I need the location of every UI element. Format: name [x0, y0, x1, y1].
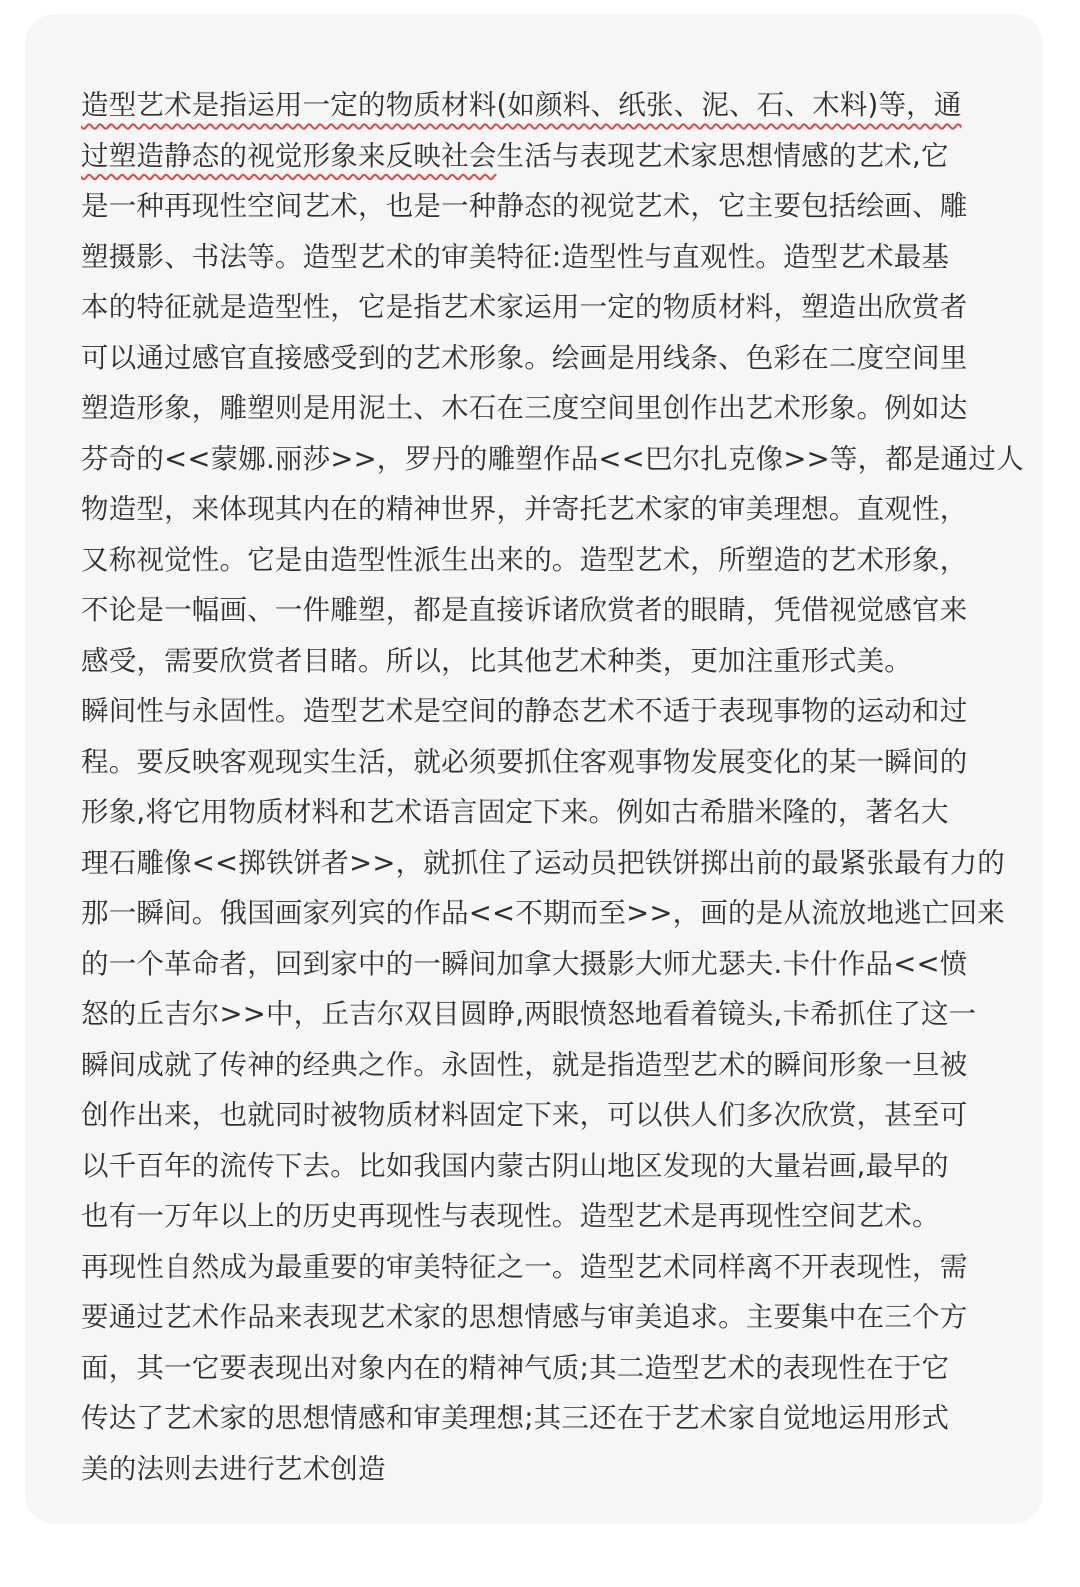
text-line: 那一瞬间。俄国画家列宾的作品<<不期而至>>，画的是从流放地逃亡回来: [81, 897, 1005, 929]
text-line: 理石雕像<<掷铁饼者>>，就抓住了运动员把铁饼掷出前的最紧张最有力的: [81, 846, 1005, 879]
text-line: 形象,将它用物质材料和艺术语言固定下来。例如古希腊米隆的，著名大: [81, 796, 949, 828]
text-line: 的一个革命者，回到家中的一瞬间加拿大摄影大师尤瑟夫.卡什作品<<愤: [81, 947, 968, 980]
text-line: 是一种再现性空间艺术，也是一种静态的视觉艺术，它主要包括绘画、雕: [81, 190, 968, 222]
text-line: 又称视觉性。它是由造型性派生出来的。造型艺术，所塑造的艺术形象，: [81, 543, 968, 576]
text-line: 面，其一它要表现出对象内在的精神气质;其二造型艺术的表现性在于它: [81, 1351, 950, 1384]
text-line: 美的法则去进行艺术创造: [81, 1452, 386, 1485]
text-line: 不论是一幅画、一件雕塑，都是直接诉诸欣赏者的眼睛，凭借视觉感官来: [81, 594, 968, 626]
text-line: 也有一万年以上的历史再现性与表现性。造型艺术是再现性空间艺术。: [81, 1200, 940, 1232]
article-card: [25, 14, 1043, 1524]
text-line: 瞬间成就了传神的经典之作。永固性，就是指造型艺术的瞬间形象一旦被: [81, 1048, 968, 1081]
text-line: 程。要反映客观现实生活，就必须要抓住客观事物发展变化的某一瞬间的: [81, 745, 968, 778]
text-line: 物造型，来体现其内在的精神世界，并寄托艺术家的审美理想。直观性，: [81, 493, 968, 525]
text-line: 感受，需要欣赏者目睹。所以，比其他艺术种类，更加注重形式美。: [81, 644, 912, 677]
text-line: 塑摄影、书法等。造型艺术的审美特征:造型性与直观性。造型艺术最基: [81, 240, 950, 273]
text-line: [81, 80, 1061, 131]
plain-text: 生活与表现艺术家思想情感的艺术,它: [496, 139, 949, 172]
text-line: 要通过艺术作品来表现艺术家的思想情感与审美追求。主要集中在三个方: [81, 1301, 968, 1333]
text-line: 塑造形象，雕塑则是用泥土、木石在三度空间里创作出艺术形象。例如达: [81, 392, 968, 424]
highlighted-text: 造型艺术是指运用一定的物质材料(如颜料、纸张、泥、石、木料)等，通: [81, 89, 962, 121]
text-line: 怒的丘吉尔>>中，丘吉尔双目圆睁,两眼愤怒地看着镜头,卡希抓住了这一: [81, 998, 977, 1030]
text-line: 可以通过感官直接感受到的艺术形象。绘画是用线条、色彩在二度空间里: [81, 341, 968, 374]
text-line: [81, 131, 1061, 182]
text-line: 瞬间性与永固性。造型艺术是空间的静态艺术不适于表现事物的运动和过: [81, 695, 968, 727]
text-line: 本的特征就是造型性，它是指艺术家运用一定的物质材料，塑造出欣赏者: [81, 291, 968, 323]
text-line: 以千百年的流传下去。比如我国内蒙古阴山地区发现的大量岩画,最早的: [81, 1149, 949, 1182]
text-line: 创作出来，也就同时被物质材料固定下来，可以供人们多次欣赏，甚至可: [81, 1099, 968, 1131]
text-line: 芬奇的<<蒙娜.丽莎>>，罗丹的雕塑作品<<巴尔扎克像>>等，都是通过人: [81, 442, 1024, 475]
article-body: [81, 80, 1061, 1494]
text-line: 传达了艺术家的思想情感和审美理想;其三还在于艺术家自觉地运用形式: [81, 1402, 950, 1434]
highlighted-text: 过塑造静态的视觉形象来反映社会: [81, 139, 497, 172]
text-line: 再现性自然成为最重要的审美特征之一。造型艺术同样离不开表现性，需: [81, 1250, 968, 1283]
